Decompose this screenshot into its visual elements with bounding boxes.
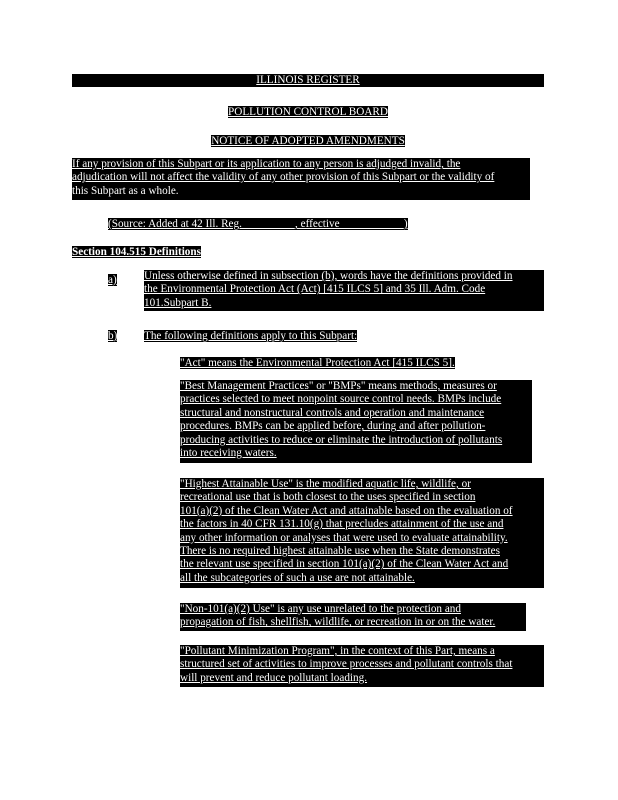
definition-hau-line: recreational use that is both closest to the uses specified in section [180,491,476,504]
notice-title-wrap [72,131,544,149]
severability-paragraph [72,158,530,200]
definition-hau-line: "Highest Attainable Use" is the modified aquatic life, wildlife, or [180,478,471,490]
definition-pmp-line: "Pollutant Minimization Program", in the context of this Part, means a [180,645,495,657]
definition-hau-line: all the subcategories of such a use are not attainable. [180,571,415,584]
definition-non101-line: propagation of fish, shellfish, wildlife, or recreation in or on the water. [180,616,496,629]
definition-hau-line: There is no required highest attainable use when the State demonstrates [180,545,500,558]
definition-bmp-line: structural and nonstructural controls and operation and maintenance [180,406,485,419]
board-title: POLLUTION CONTROL BOARD [228,106,388,118]
subsection-b-text: The following definitions apply to this Subpart: [144,330,358,342]
source-note: (Source: Added at 42 Ill. Reg. _________, effective ___________) [108,218,408,230]
severability-line: this Subpart as a whole. [72,184,179,197]
board-title-wrap [72,102,544,120]
definition-bmp-line: procedures. BMPs can be applied before, during and after pollution- [180,420,486,433]
definition-pmp-line: structured set of activities to improve processes and pollutant controls that [180,658,513,671]
definition-bmp [180,380,532,463]
definition-hau-line: the factors in 40 CFR 131.10(g) that precludes attainment of the use and [180,518,504,531]
definition-hau-line: the relevant use specified in section 101(a)(2) of the Clean Water Act and [180,558,509,571]
section-heading-wrap [72,242,201,260]
register-title: ILLINOIS REGISTER [256,74,360,86]
severability-line: adjudication will not affect the validity of any other provision of this Subpart or the validity of [72,171,495,184]
definition-hau-line: any other information or analyses that were used to evaluate attainability. [180,531,508,544]
subsection-b-label: b) [108,330,118,342]
definition-bmp-line: "Best Management Practices" or "BMPs" means methods, measures or [180,380,497,392]
definition-bmp-line: practices selected to meet nonpoint source control needs. BMPs include [180,393,502,406]
definition-pmp [180,645,544,687]
subsection-a-label-wrap [108,270,117,288]
definition-pmp-line: will prevent and reduce pollutant loading. [180,671,368,684]
subsection-a-line: Unless otherwise defined in subsection (b), words have the definitions provided in [144,270,513,282]
definition-non101 [180,603,526,631]
definition-act: "Act" means the Environmental Protection Act [415 ILCS 5]. [180,357,455,369]
definition-bmp-line: into receiving waters. [180,447,277,460]
definition-bmp-line: producing activities to reduce or eliminate the introduction of pollutants [180,433,503,446]
notice-title: NOTICE OF ADOPTED AMENDMENTS [211,135,405,147]
definition-act-wrap [180,353,455,371]
subsection-b-label-wrap [108,326,117,344]
subsection-a-line: the Environmental Protection Act (Act) [415 ILCS 5] and 35 Ill. Adm. Code [144,283,486,296]
source-note-wrap [108,214,408,232]
definition-hau-line: 101(a)(2) of the Clean Water Act and attainable based on the evaluation of [180,504,513,517]
subsection-b-text-wrap [144,326,357,344]
subsection-a-label: a) [108,274,117,286]
definition-hau [180,478,544,588]
definition-non101-line: "Non-101(a)(2) Use" is any use unrelated to the protection and [180,603,461,615]
subsection-a-line: 101.Subpart B. [144,296,212,309]
section-heading: Section 104.515 Definitions [72,246,201,258]
subsection-a-text [144,270,544,311]
severability-line: If any provision of this Subpart or its application to any person is adjudged invalid, the [72,158,461,170]
